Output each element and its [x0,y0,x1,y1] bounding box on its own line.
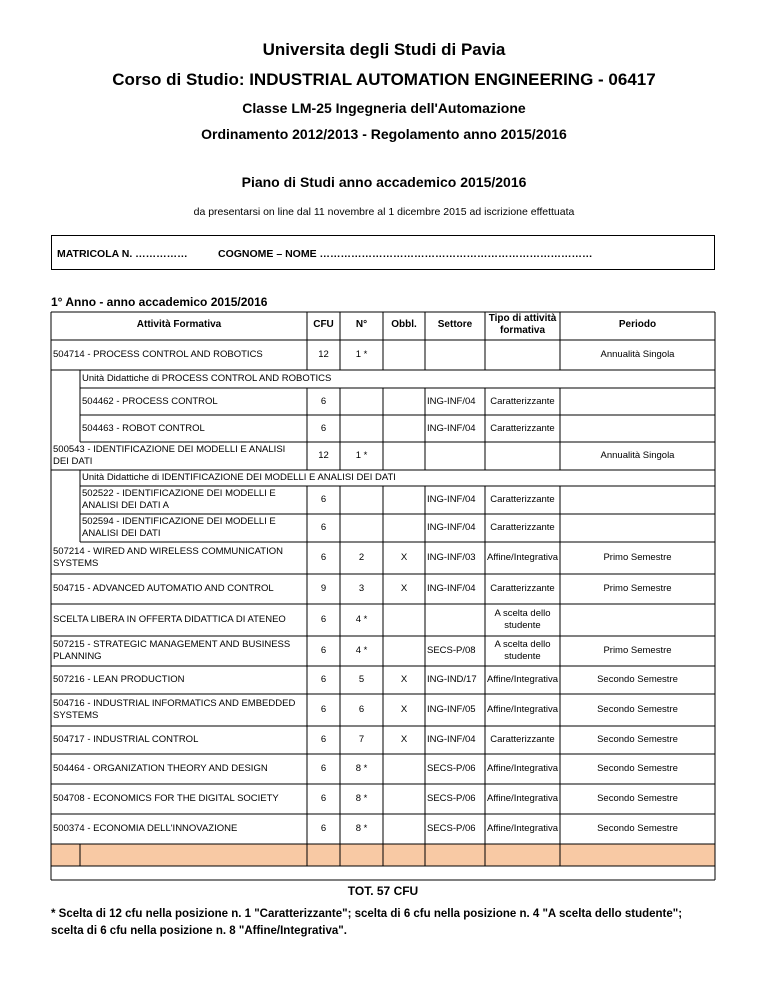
tipo-cell: Caratterizzante [490,522,555,533]
periodo-cell: Primo Semestre [603,645,672,656]
n-cell [340,415,383,442]
cfu-cell: 6 [320,614,327,625]
settore-cell: SECS-P/06 [427,763,476,774]
settore-cell: SECS-P/08 [427,645,476,656]
periodo-cell [560,415,715,442]
periodo-cell [560,514,715,542]
tipo-cell: Caratterizzante [490,395,555,407]
tipo-cell: A scelta dello studente [494,608,551,631]
activity-cell: 507214 - WIRED AND WIRELESS COMMUNICATION SYSTEMS [53,546,283,569]
periodo-cell: Secondo Semestre [597,763,678,774]
periodo-cell: Annualità Singola [600,450,675,461]
settore-cell: ING-INF/04 [427,734,476,745]
activity-cell: SCELTA LIBERA IN OFFERTA DIDATTICA DI ATENEO [53,614,286,625]
cfu-cell: 12 [318,349,329,360]
obbl-cell [383,754,425,784]
obbl-cell [383,814,425,844]
cfu-cell: 6 [320,395,327,407]
header-n: N° [355,319,368,330]
tipo-cell: Affine/Integrativa [486,793,559,804]
total-cfu: TOT. 57 CFU [347,884,419,898]
obbl-cell [383,784,425,814]
settore-cell: ING-INF/04 [427,395,476,407]
n-cell: 4 * [355,645,368,656]
activity-cell: 500543 - IDENTIFICAZIONE DEI MODELLI E ANALISI DEI DATI [53,444,286,467]
settore-cell: ING-INF/04 [427,522,476,533]
tipo-cell: Caratterizzante [490,422,555,434]
obbl-cell [383,636,425,666]
class-title: Classe LM-25 Ingegneria dell'Automazione [242,100,526,116]
tipo-cell [485,442,560,470]
activity-cell: 502594 - IDENTIFICAZIONE DEI MODELLI E ANALISI DEI DATI [82,516,276,539]
cfu-cell: 6 [320,422,327,434]
n-cell: 7 [358,734,365,745]
activity-cell: 504715 - ADVANCED AUTOMATIO AND CONTROL [53,583,274,594]
n-cell: 1 * [355,450,368,461]
activity-cell: 504463 - ROBOT CONTROL [82,422,205,434]
tipo-cell: Affine/Integrativa [486,823,559,834]
periodo-cell [560,486,715,514]
cfu-cell: 6 [320,494,327,505]
settore-cell [427,604,485,636]
cfu-cell: 6 [320,734,327,745]
activity-cell: 504462 - PROCESS CONTROL [82,395,218,407]
periodo-cell: Primo Semestre [603,552,672,563]
footnote: * Scelta di 12 cfu nella posizione n. 1 "Caratterizzante"; scelta di 6 cfu nella posizione n. 4 "A scelta dello studente"; scelta di 6 cfu nella posizione n. 8 "Affine/Integrativa". [51,908,683,937]
header-tipo: Tipo di attività formativa [488,313,557,336]
settore-cell: ING-IND/17 [427,674,477,685]
settore-cell [427,442,485,470]
periodo-cell: Annualità Singola [600,349,675,360]
university-title: Universita degli Studi di Pavia [262,40,506,59]
periodo-cell: Secondo Semestre [597,823,678,834]
cfu-cell: 6 [320,763,327,774]
n-cell: 1 * [355,349,368,360]
periodo-cell [560,604,715,636]
subunit-label: Unità Didattiche di PROCESS CONTROL AND ROBOTICS [82,373,332,384]
n-cell: 8 * [355,793,368,804]
settore-cell: SECS-P/06 [427,793,476,804]
cfu-cell: 9 [320,583,327,594]
n-cell: 3 [358,583,365,594]
cfu-cell: 6 [320,793,327,804]
cfu-cell: 6 [320,674,327,685]
settore-cell: ING-INF/03 [427,552,476,563]
tipo-cell: Caratterizzante [490,494,555,505]
tipo-cell [485,340,560,370]
tipo-cell: Affine/Integrativa [486,763,559,774]
settore-cell: ING-INF/04 [427,583,476,594]
n-cell: 4 * [355,614,368,625]
n-cell [340,514,383,542]
tipo-cell: A scelta dello studente [494,639,551,662]
tipo-cell: Affine/Integrativa [486,552,559,563]
n-cell: 8 * [355,763,368,774]
cfu-cell: 6 [320,645,327,656]
submission-note: da presentarsi on line dal 11 novembre al 1 dicembre 2015 ad iscrizione effettuata [193,206,575,218]
obbl-cell: X [400,674,408,685]
settore-cell: ING-INF/04 [427,422,476,434]
obbl-cell [383,415,425,442]
cfu-cell: 6 [320,704,327,715]
settore-cell: ING-INF/05 [427,704,476,715]
header-periodo: Periodo [618,319,657,330]
cfu-cell: 6 [320,552,327,563]
header-settore: Settore [437,319,473,330]
obbl-cell [383,486,425,514]
cfu-cell: 6 [320,823,327,834]
n-cell [340,388,383,415]
settore-cell: ING-INF/04 [427,494,476,505]
obbl-cell: X [400,734,408,745]
activity-cell: 504717 - INDUSTRIAL CONTROL [53,734,199,745]
tipo-cell: Affine/Integrativa [486,704,559,715]
course-title: Corso di Studio: INDUSTRIAL AUTOMATION ENGINEERING - 06417 [112,70,656,89]
activity-cell: 507215 - STRATEGIC MANAGEMENT AND BUSINESS PLANNING [53,639,291,662]
obbl-cell [383,604,425,636]
settore-cell: SECS-P/06 [427,823,476,834]
n-cell: 2 [358,552,365,563]
activity-cell: 504708 - ECONOMICS FOR THE DIGITAL SOCIETY [53,793,279,804]
header-obbl: Obbl. [391,319,417,330]
header-activity: Attività Formativa [136,319,222,330]
activity-cell: 504716 - INDUSTRIAL INFORMATICS AND EMBEDDED SYSTEMS [53,698,296,721]
periodo-cell: Secondo Semestre [597,704,678,715]
tipo-cell: Affine/Integrativa [486,674,559,685]
activity-cell: 504714 - PROCESS CONTROL AND ROBOTICS [53,349,263,360]
obbl-cell [383,388,425,415]
tipo-cell: Caratterizzante [490,583,555,594]
settore-cell [427,340,485,370]
plan-title: Piano di Studi anno accademico 2015/2016 [241,174,527,190]
section-title: 1° Anno - anno accademico 2015/2016 [51,295,268,309]
tipo-cell: Caratterizzante [490,734,555,745]
periodo-cell: Secondo Semestre [597,674,678,685]
obbl-cell: X [400,552,408,563]
activity-cell: 500374 - ECONOMIA DELL'INNOVAZIONE [53,823,238,834]
ordinamento-title: Ordinamento 2012/2013 - Regolamento anno 2015/2016 [201,126,567,142]
periodo-cell: Secondo Semestre [597,734,678,745]
obbl-cell [383,340,425,370]
n-cell [340,486,383,514]
activity-cell: 502522 - IDENTIFICAZIONE DEI MODELLI E ANALISI DEI DATI A [82,488,276,511]
n-cell: 8 * [355,823,368,834]
cfu-cell: 12 [318,450,329,461]
obbl-cell: X [400,704,408,715]
n-cell: 6 [358,704,365,715]
obbl-cell [383,442,425,470]
periodo-cell [560,388,715,415]
name-field[interactable]: COGNOME – NOME …………………………………………………………………… [218,248,593,260]
n-cell: 5 [358,674,365,685]
matricola-field[interactable]: MATRICOLA N. …………… [57,248,188,260]
periodo-cell: Primo Semestre [603,583,672,594]
obbl-cell: X [400,583,408,594]
header-cfu: CFU [313,319,334,330]
activity-cell: 504464 - ORGANIZATION THEORY AND DESIGN [53,763,268,774]
cfu-cell: 6 [320,522,327,533]
obbl-cell [383,514,425,542]
activity-cell: 507216 - LEAN PRODUCTION [53,674,185,685]
periodo-cell: Secondo Semestre [597,793,678,804]
subunit-label: Unità Didattiche di IDENTIFICAZIONE DEI MODELLI E ANALISI DEI DATI [82,472,396,483]
